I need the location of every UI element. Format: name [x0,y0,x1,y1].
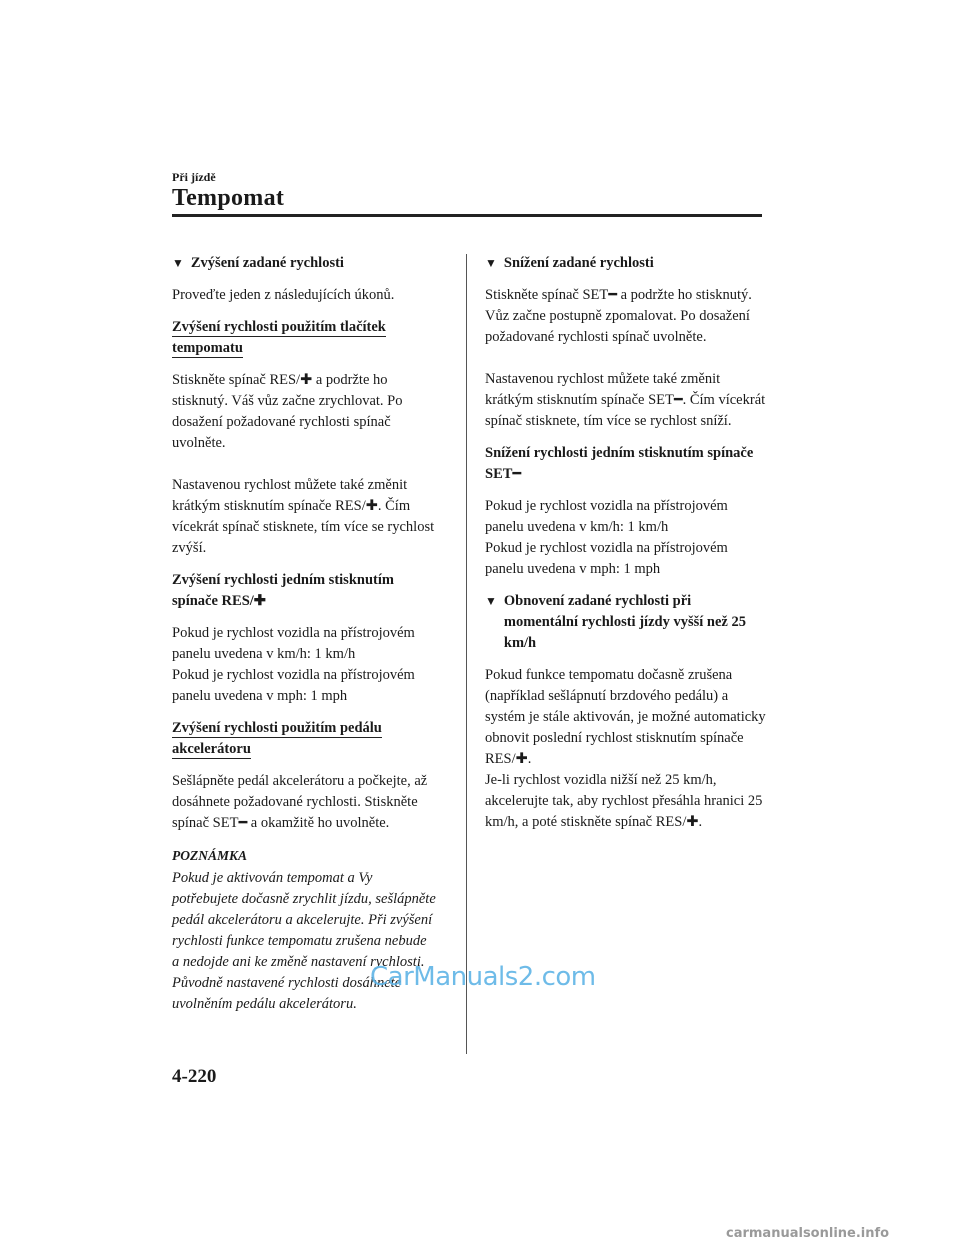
heading-text: Obnovení zadané rychlosti při momentální rychlosti jízdy vyšší než 25 km/h [503,593,746,651]
triangle-bullet-icon: ▼ [485,256,497,270]
section-heading [485,253,768,274]
paragraph: Pokud je rychlost vozidla na přístrojovém panelu uvedena v mph: 1 mph [485,540,728,577]
heading-text: Zvýšení zadané rychlosti [190,255,344,271]
page-title: Tempomat [172,185,285,211]
subheading: Zvýšení rychlosti použitím pedálu akcelerátoru [172,720,382,757]
paragraph: Stiskněte spínač RES/✚ a podržte ho stisknutý. Váš vůz začne zrychlovat. Po dosažení požadované rychlosti spínač uvolněte. [172,372,403,451]
right-column [485,253,768,844]
section-label: Při jízdě [172,170,216,184]
section-heading [485,591,768,654]
subheading: Zvýšení rychlosti jedním stisknutím spínače RES/✚ [172,572,394,609]
paragraph: Stiskněte spínač SET━ a podržte ho stisknutý. Vůz začne postupně zpomalovat. Po dosažení požadované rychlosti spínač uvolněte. [485,287,752,345]
paragraph: Pokud je rychlost vozidla na přístrojovém panelu uvedena v km/h: 1 km/h [172,625,415,662]
column-divider [466,254,467,1054]
paragraph: Je-li rychlost vozidla nižší než 25 km/h, akcelerujte tak, aby rychlost přesáhla hranici 25 km/h, a poté stiskněte spínač RES/✚. [485,772,763,830]
section-heading [172,253,437,274]
footer-watermark: carmanualsonline.info [726,1226,890,1241]
paragraph: Nastavenou rychlost můžete také změnit krátkým stisknutím spínače SET━. Čím vícekrát spínač stisknete, tím více se rychlost sníží. [485,371,766,429]
carmanuals-watermark: CarManuals2.com [370,962,596,992]
note-text: Pokud je aktivován tempomat a Vy potřebujete dočasně zrychlit jízdu, sešlápněte pedál akcelerátoru a akcelerujte. Při zvýšení rychlosti funkce tempomatu zrušena nebude a nedojde ani ke změně nastavení rychlosti. Původně nastavené rychlosti dosáhnete uvolněním pedálu akcelerátoru. [172,870,436,1012]
header-rule [172,214,762,217]
paragraph: Pokud je rychlost vozidla na přístrojovém panelu uvedena v mph: 1 mph [172,667,415,704]
triangle-bullet-icon: ▼ [485,594,497,608]
page-number: 4-220 [172,1066,217,1087]
note-heading: POZNÁMKA [172,848,248,863]
paragraph: Pokud funkce tempomatu dočasně zrušena (například sešlápnutí brzdového pedálu) a systém je stále aktivován, je možné automaticky obnovit poslední rychlost stisknutím spínače RES/✚. [485,667,766,767]
paragraph: Nastavenou rychlost můžete také změnit krátkým stisknutím spínače RES/✚. Čím vícekrát spínač stisknete, tím více se rychlost zvýší. [172,477,435,556]
paragraph: Pokud je rychlost vozidla na přístrojovém panelu uvedena v km/h: 1 km/h [485,498,728,535]
heading-text: Snížení zadané rychlosti [503,255,654,271]
subheading: Snížení rychlosti jedním stisknutím spínače SET━ [485,445,754,482]
paragraph: Proveďte jeden z následujících úkonů. [172,287,395,303]
triangle-bullet-icon: ▼ [172,256,184,270]
left-column [172,253,437,1026]
paragraph: Sešlápněte pedál akcelerátoru a počkejte, až dosáhnete požadované rychlosti. Stiskněte spínač SET━ a okamžitě ho uvolněte. [172,773,428,831]
subheading: Zvýšení rychlosti použitím tlačítek tempomatu [172,319,386,356]
